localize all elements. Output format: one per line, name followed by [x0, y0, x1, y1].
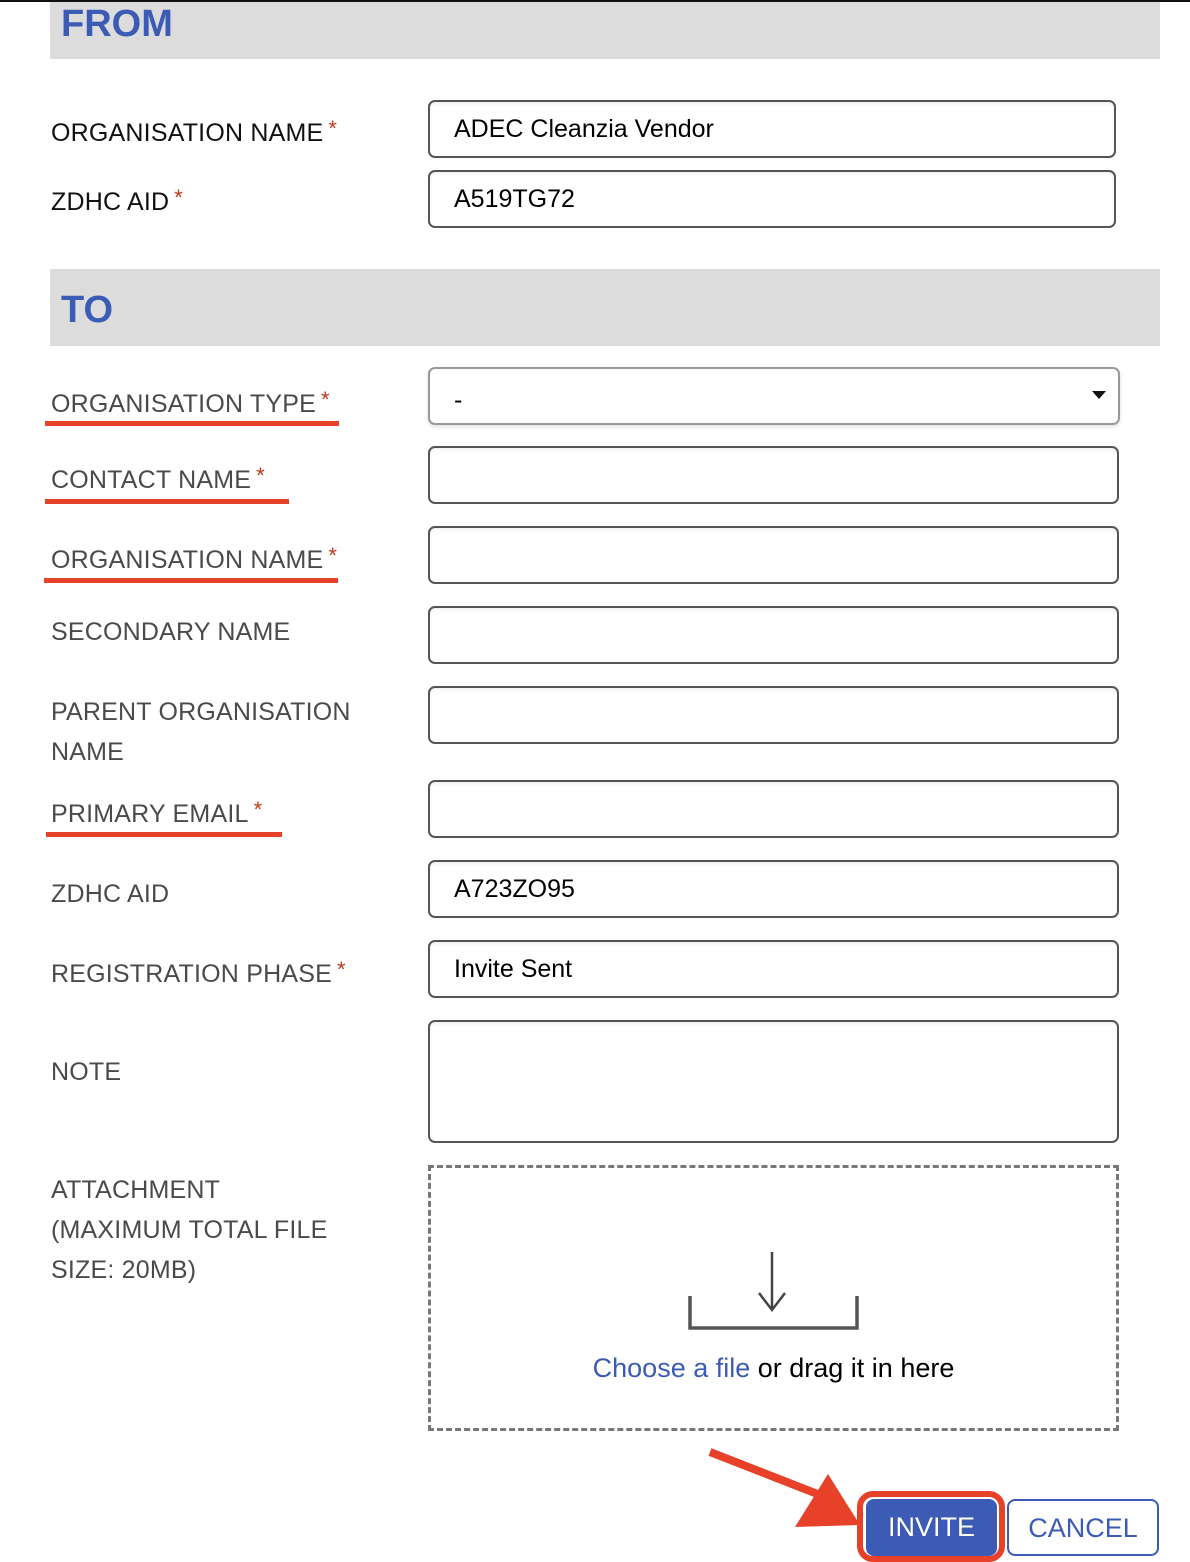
parent-organisation-name-input[interactable]: [428, 686, 1119, 744]
from-zdhc-aid-label: ZDHC AID *: [51, 185, 184, 216]
annotation-underline: [45, 421, 339, 426]
primary-email-label: PRIMARY EMAIL *: [51, 797, 263, 828]
from-organisation-name-input[interactable]: [428, 100, 1116, 158]
required-marker: *: [256, 463, 265, 488]
annotation-underline: [45, 499, 289, 504]
to-organisation-name-input[interactable]: [428, 526, 1119, 584]
parent-organisation-name-label: PARENT ORGANISATION NAME: [51, 698, 351, 766]
organisation-type-label: ORGANISATION TYPE *: [51, 387, 330, 418]
required-marker: *: [328, 543, 338, 568]
required-marker: *: [336, 957, 346, 982]
attachment-label: ATTACHMENT (MAXIMUM TOTAL FILE SIZE: 20MB): [51, 1176, 328, 1284]
from-zdhc-aid-input[interactable]: [428, 170, 1116, 228]
required-marker: *: [328, 116, 338, 141]
registration-phase-label: REGISTRATION PHASE *: [51, 957, 346, 988]
to-zdhc-aid-label: ZDHC AID: [51, 880, 170, 908]
annotation-underline: [44, 578, 338, 583]
cancel-button[interactable]: CANCEL: [1007, 1499, 1159, 1556]
secondary-name-label: SECONDARY NAME: [51, 618, 291, 646]
annotation-arrow-icon: [700, 1440, 870, 1540]
registration-phase-input[interactable]: [428, 940, 1119, 998]
to-organisation-name-label: ORGANISATION NAME *: [51, 543, 338, 574]
section-header-from: FROM: [50, 2, 1160, 59]
chevron-down-icon: [1092, 391, 1106, 399]
secondary-name-input[interactable]: [428, 606, 1119, 664]
contact-name-label: CONTACT NAME *: [51, 463, 265, 494]
choose-file-link[interactable]: Choose a file: [592, 1353, 751, 1383]
dropzone-text: [431, 1353, 1116, 1384]
contact-name-input[interactable]: [428, 446, 1119, 504]
drag-hint: or drag it in here: [750, 1353, 955, 1383]
annotation-underline: [46, 832, 282, 837]
note-label: NOTE: [51, 1058, 122, 1086]
required-marker: *: [174, 185, 184, 210]
primary-email-input[interactable]: [428, 780, 1119, 838]
organisation-type-selected: -: [454, 386, 463, 414]
attachment-dropzone[interactable]: [428, 1165, 1119, 1431]
invite-button[interactable]: INVITE: [866, 1499, 997, 1556]
upload-tray-icon: [687, 1248, 862, 1336]
section-header-to: TO: [50, 269, 1160, 346]
to-zdhc-aid-input[interactable]: [428, 860, 1119, 918]
note-textarea[interactable]: [428, 1020, 1119, 1143]
organisation-type-select[interactable]: [428, 367, 1120, 425]
required-marker: *: [321, 387, 330, 412]
from-organisation-name-label: ORGANISATION NAME *: [51, 116, 338, 147]
required-marker: *: [253, 797, 263, 822]
